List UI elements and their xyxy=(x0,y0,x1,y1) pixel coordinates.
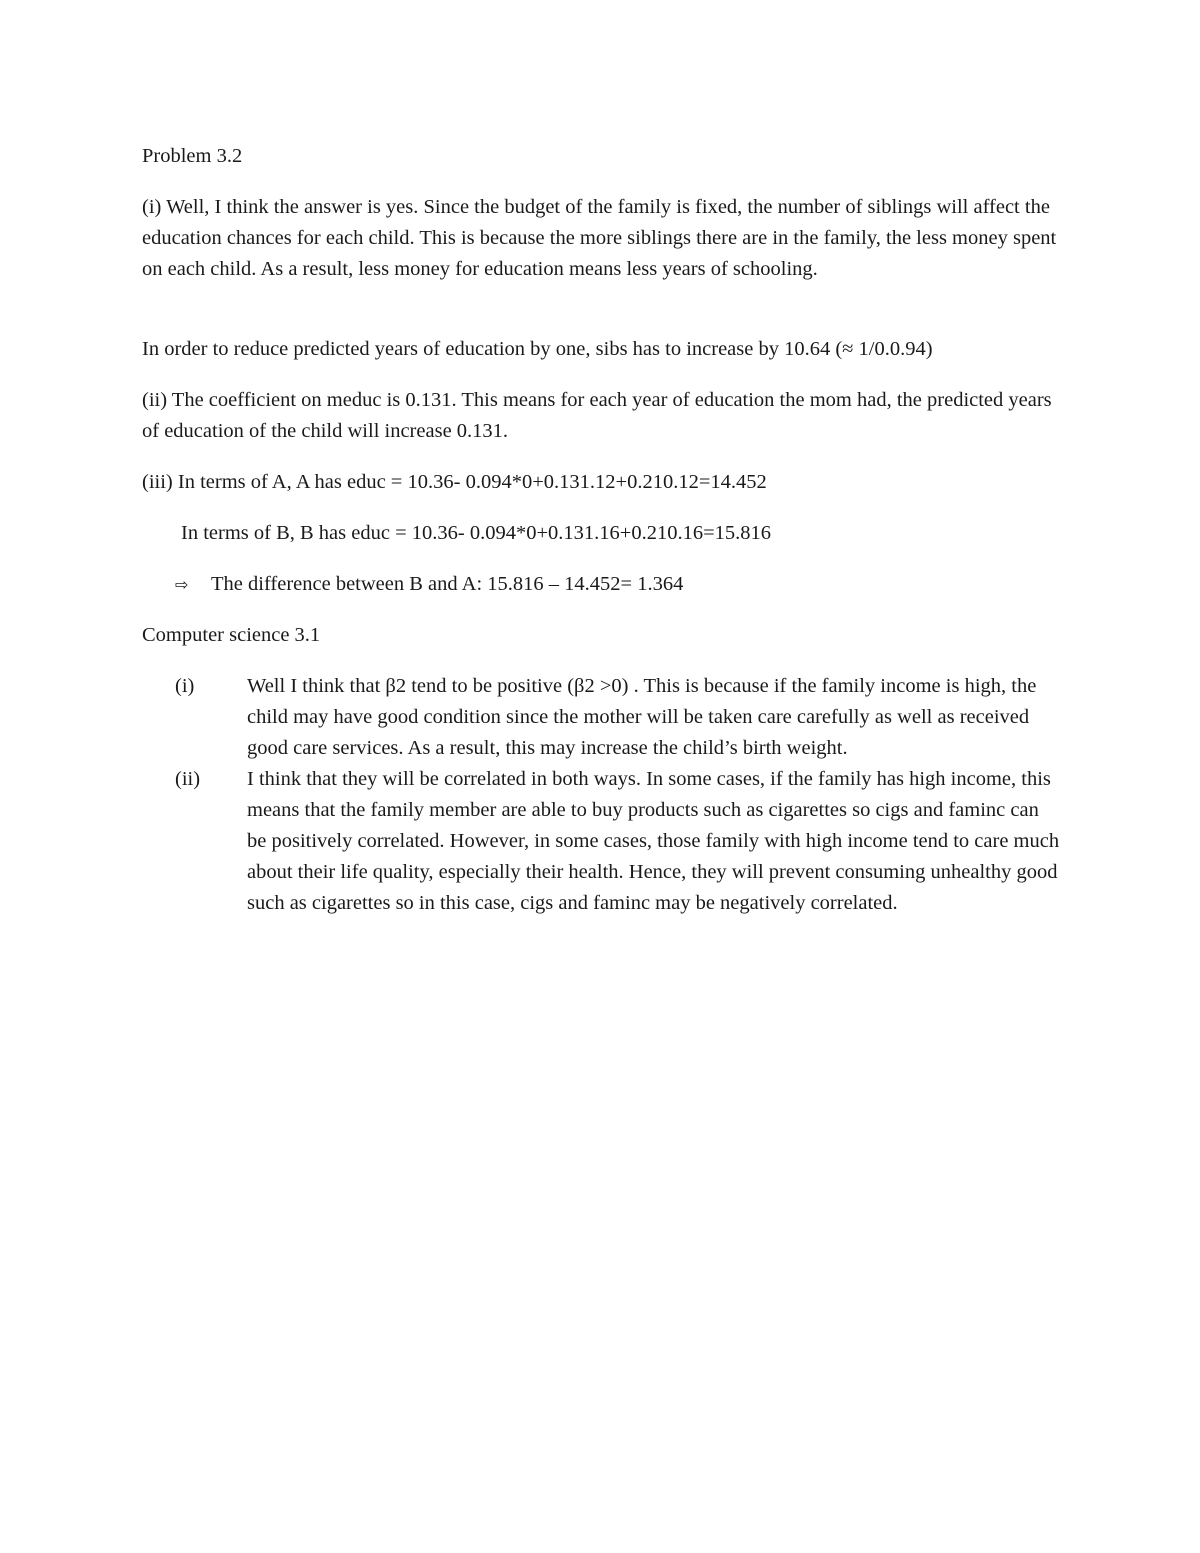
reduce-years-statement: In order to reduce predicted years of education by one, sibs has to increase by 10.64 (≈ 1/0.0.94) xyxy=(142,338,933,360)
list-item xyxy=(142,671,1062,764)
problem-title: Problem 3.2 xyxy=(142,145,243,167)
section-title-computer-science: Computer science 3.1 xyxy=(142,624,321,646)
list-marker: (i) xyxy=(175,675,195,697)
computer-science-list xyxy=(142,671,1062,919)
part-iii-a-calculation: (iii) In terms of A, A has educ = 10.36- 0.094*0+0.131.12+0.210.12=14.452 xyxy=(142,471,767,493)
list-item-text: Well I think that β2 tend to be positive (β2 >0) . This is because if the family income is high, the child may have good condition since the mother will be taken care carefully as well as received good care services. As a result, this may increase the child’s birth weight. xyxy=(247,675,1037,759)
difference-text: The difference between B and A: 15.816 – 14.452= 1.364 xyxy=(211,573,684,595)
list-item xyxy=(142,764,1062,919)
difference-line xyxy=(175,569,1095,600)
part-i-answer: (i) Well, I think the answer is yes. Since the budget of the family is fixed, the number of siblings will affect the education chances for each child. This is because the more siblings there are in the family, the less money spent on each child. As a result, less money for education means less years of schooling. xyxy=(142,196,1057,280)
arrow-right-icon: ⇨ xyxy=(175,575,189,594)
part-iii-b-calculation: In terms of B, B has educ = 10.36- 0.094*0+0.131.16+0.210.16=15.816 xyxy=(181,522,772,544)
part-ii-answer: (ii) The coefficient on meduc is 0.131. This means for each year of education the mom had, the predicted years of education of the child will increase 0.131. xyxy=(142,389,1052,442)
list-marker: (ii) xyxy=(175,768,201,790)
list-item-text: I think that they will be correlated in both ways. In some cases, if the family has high income, this means that the family member are able to buy products such as cigarettes so cigs and faminc can be positively correlated. However, in some cases, those family with high income tend to care much about their life quality, especially their health. Hence, they will prevent consuming unhealthy good such as cigarettes so in this case, cigs and faminc may be negatively correlated. xyxy=(247,768,1060,914)
